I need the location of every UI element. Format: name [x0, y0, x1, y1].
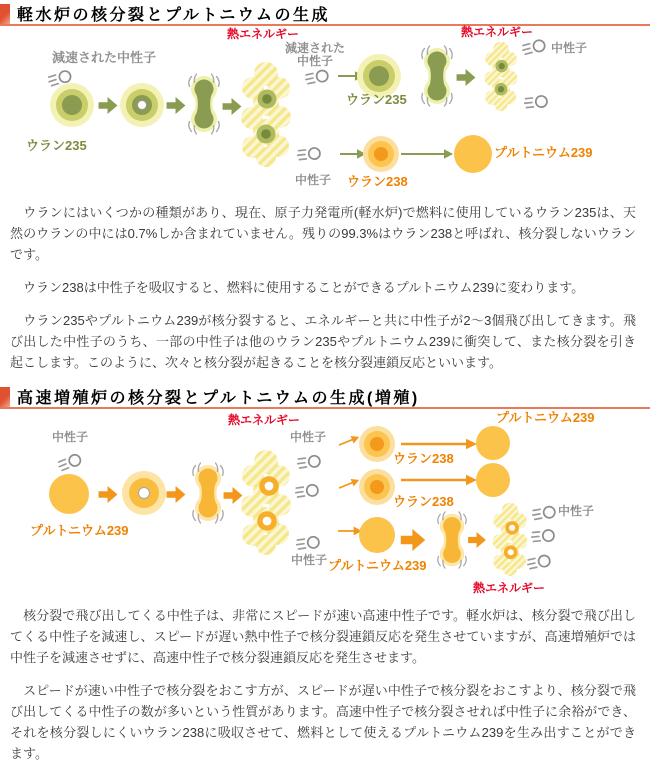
- uranium238-label: ウラン238: [347, 174, 408, 189]
- uranium238-atom: [363, 136, 399, 172]
- header-accent-bar: [0, 4, 10, 24]
- arrow-icon: [223, 487, 243, 504]
- section1-title: 軽水炉の核分裂とプルトニウムの生成: [17, 6, 331, 24]
- uranium238-atom: [359, 426, 395, 462]
- arrow-icon: [337, 474, 362, 493]
- uranium238-label: ウラン238: [393, 494, 454, 509]
- heat-energy-label: 熱エネルギー: [473, 581, 546, 595]
- neutron-icon: [55, 449, 87, 477]
- arrow-icon: [166, 97, 186, 114]
- neutron-icon: [523, 92, 551, 115]
- arrow-icon: [166, 486, 186, 503]
- fission-splitting-icon: [186, 73, 222, 135]
- energy-burst-icon: [487, 502, 533, 576]
- plutonium239-label: プルトニウム239: [496, 410, 595, 425]
- long-arrow-icon: [401, 438, 477, 450]
- plutonium239-atom: [476, 426, 510, 460]
- slowed-neutron-label: 減速された: [285, 41, 346, 55]
- uranium238-label: ウラン238: [393, 451, 454, 466]
- heat-energy-label: 熱エネルギー: [227, 27, 300, 41]
- neutron-label: 中性子: [295, 173, 332, 187]
- arrow-icon: [98, 486, 118, 503]
- lwr-fission-diagram: [0, 26, 650, 192]
- plutonium239-label: プルトニウム239: [494, 145, 593, 160]
- neutron-icon: [303, 66, 333, 91]
- section2-text: [0, 605, 650, 764]
- neutron-label: 中性子: [551, 41, 588, 55]
- section2-header: [0, 385, 650, 409]
- heat-energy-label: 熱エネルギー: [228, 413, 301, 427]
- long-arrow-icon: [401, 148, 453, 160]
- section1-header: [0, 2, 650, 26]
- arrow-icon: [222, 98, 242, 115]
- section2-title: 高速増殖炉の核分裂とプルトニウムの生成(増殖): [17, 389, 420, 407]
- section1-text: [0, 202, 650, 373]
- fission-splitting-icon: [435, 511, 469, 569]
- paragraph: スピードが速い中性子で核分裂をおこす方が、スピードが遅い中性子で核分裂をおこすより、核分裂で飛び出してくる中性子の数が多いという性質があります。高速中性子で核分裂させれば中性子に余裕ができ、それを核分裂しにくいウラン238に吸収させて、燃料として使えるプルトニウム239を生み出すことができます。: [10, 683, 636, 761]
- fission-splitting-icon: [190, 462, 226, 524]
- neutron-label: 中性子: [52, 430, 89, 444]
- paragraph: 核分裂で飛び出してくる中性子は、非常にスピードが速い高速中性子です。軽水炉は、核分裂で飛び出してくる中性子を減速し、スピードが遅い熱中性子で核分裂連鎖反応を発生させていますが、高速増殖炉では中性子を減速させずに、高速中性子で核分裂連鎖反応を発生させます。: [10, 608, 636, 665]
- neutron-icon: [525, 551, 555, 576]
- plutonium239-atom: [476, 463, 510, 497]
- neutron-icon: [530, 502, 559, 526]
- header-accent-bar: [0, 387, 10, 407]
- slowed-neutron-label: 中性子: [297, 54, 334, 68]
- heat-energy-label: 熱エネルギー: [461, 25, 534, 39]
- energy-burst-icon: [241, 61, 291, 167]
- plutonium239-label: プルトニウム239: [328, 558, 427, 573]
- uranium235-atom-absorbing-neutron: [120, 83, 164, 127]
- plutonium239-atom: [49, 474, 89, 514]
- arrow-icon: [98, 97, 118, 114]
- paragraph: ウラン235やプルトニウム239が核分裂すると、エネルギーと共に中性子が2～3個飛び出してきます。飛び出した中性子のうち、一部の中性子は他のウラン235やプルトニウム239に衝突して、また核分裂を引き起こします。このように、次々と核分裂が起きることを核分裂連鎖反応といいます。: [10, 313, 636, 370]
- energy-burst-icon: [479, 41, 523, 111]
- uranium238-atom: [359, 469, 395, 505]
- paragraph: ウランにはいくつかの種類があり、現在、原子力発電所(軽水炉)で燃料に使用しているウラン235は、天然のウランの中には0.7%しか含まれていません。残りの99.3%はウラン238と呼ばれ、核分裂しないウランです。: [10, 205, 636, 262]
- plutonium239-atom: [359, 517, 395, 553]
- neutron-label: 中性子: [558, 504, 595, 518]
- uranium235-label: ウラン235: [26, 138, 87, 153]
- uranium235-atom: [50, 83, 94, 127]
- uranium235-label: ウラン235: [346, 92, 407, 107]
- arrow-icon: [456, 69, 476, 86]
- paragraph: ウラン238は中性子を吸収すると、燃料に使用することができるプルトニウム239に変わります。: [10, 280, 585, 295]
- neutron-icon: [294, 480, 323, 503]
- arrow-icon: [337, 431, 362, 450]
- neutron-label: 中性子: [290, 430, 327, 444]
- slowed-neutron-label: 減速された中性子: [52, 50, 157, 65]
- arrow-icon: [468, 532, 486, 548]
- neutron-icon: [296, 144, 324, 167]
- plutonium239-atom-absorbing-neutron: [122, 471, 166, 515]
- long-arrow-icon: [401, 474, 477, 486]
- plutonium239-label: プルトニウム239: [30, 523, 129, 538]
- neutron-label: 中性子: [291, 553, 328, 567]
- fbr-fission-diagram: [0, 409, 650, 599]
- arrow-icon: [398, 529, 428, 551]
- energy-burst-icon: [241, 449, 291, 555]
- neutron-icon: [530, 526, 558, 548]
- fission-splitting-icon: [419, 45, 455, 107]
- plutonium239-atom: [454, 135, 492, 173]
- neutron-icon: [296, 451, 325, 474]
